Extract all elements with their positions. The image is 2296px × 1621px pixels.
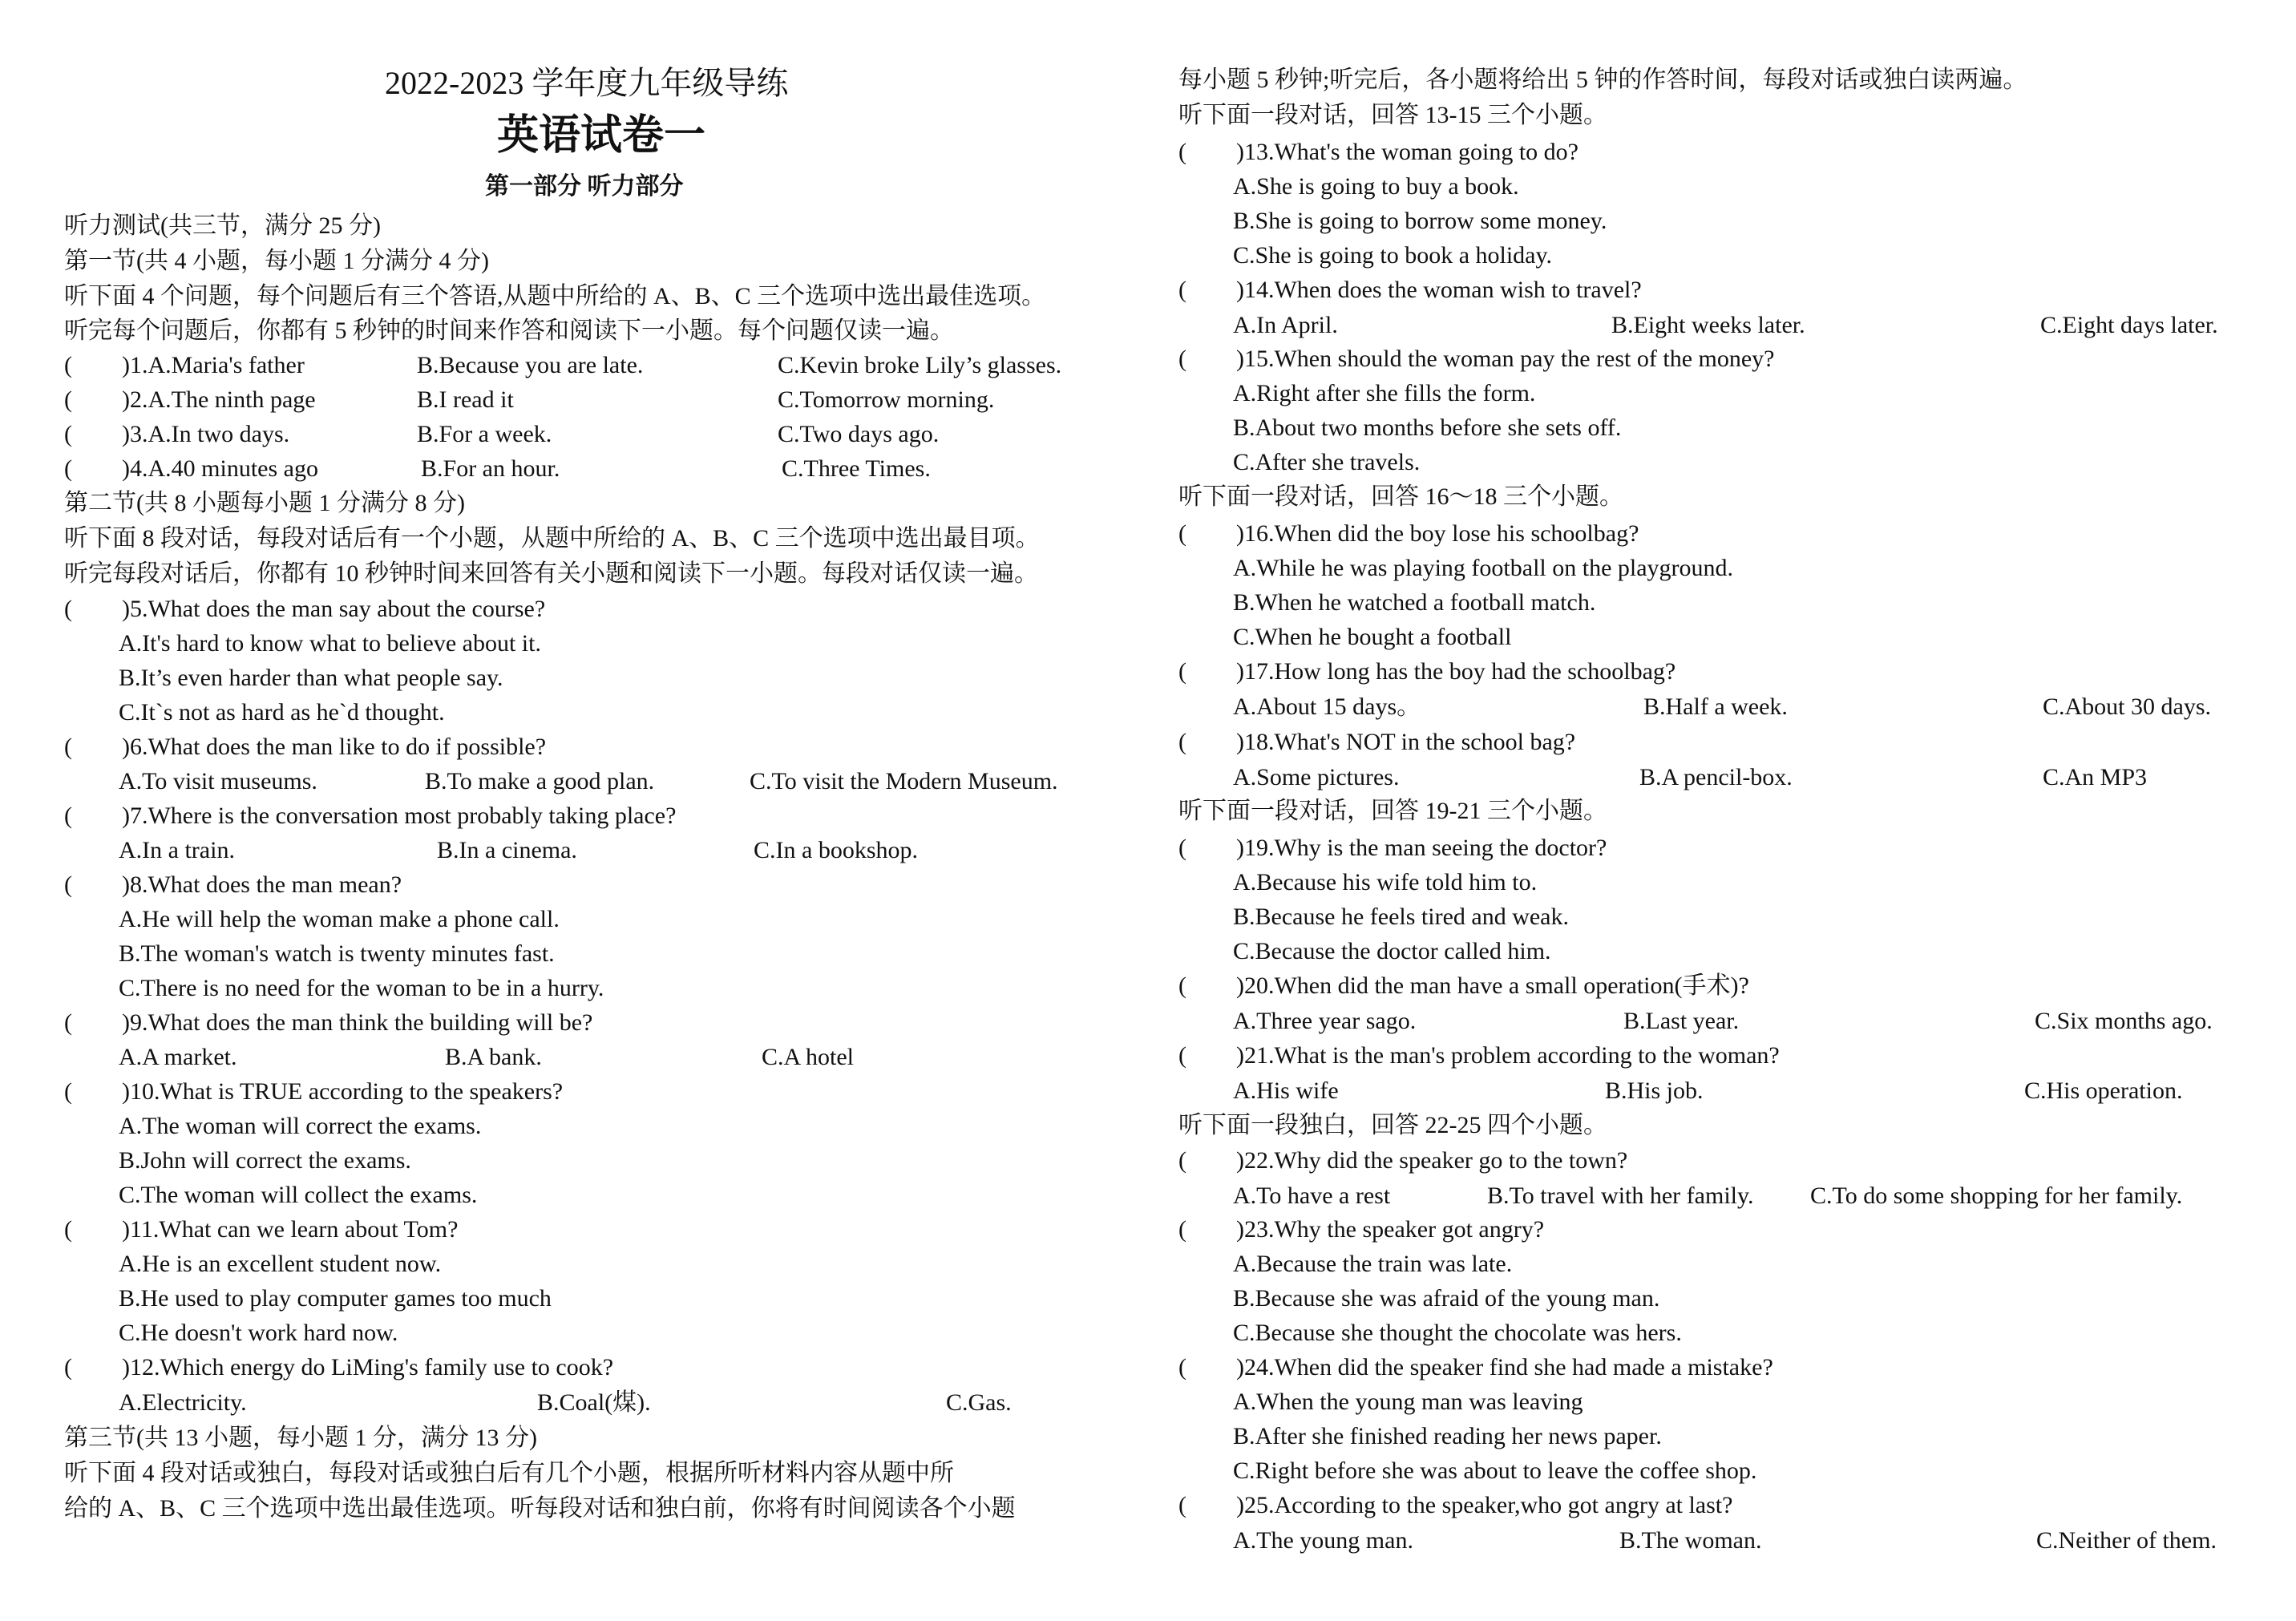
option-a: A.In April. <box>1233 312 1338 338</box>
question-3 <box>64 418 1138 451</box>
question-10 <box>64 1076 563 1108</box>
option-c: C.When he bought a football <box>1233 624 1512 650</box>
option-a: A.To visit museums. <box>119 768 317 794</box>
option-b: B.She is going to borrow some money. <box>1233 208 1607 234</box>
option-a: A.She is going to buy a book. <box>1233 173 1519 200</box>
option-a: )4.A.40 minutes ago <box>122 455 318 482</box>
option-c: C.Two days ago. <box>778 421 940 447</box>
question-9 <box>64 1007 592 1039</box>
option-c: C.She is going to book a holiday. <box>1233 242 1553 269</box>
option-a: A.A market. <box>119 1044 237 1070</box>
section2-heading: 第二节(共 8 小题每小题 1 分满分 8 分) <box>64 490 465 516</box>
option-c: C.To visit the Modern Museum. <box>750 768 1058 794</box>
question-8 <box>64 869 402 901</box>
answer-blank[interactable]: ( <box>64 734 72 760</box>
answer-blank[interactable]: ( <box>64 596 72 622</box>
option-b: B.Because he feels tired and weak. <box>1233 903 1569 930</box>
answer-blank[interactable]: ( <box>64 1354 72 1380</box>
answer-blank[interactable]: ( <box>1178 346 1186 372</box>
question-2 <box>64 384 1138 416</box>
option-b: B.About two months before she sets off. <box>1233 414 1622 441</box>
question-stem: )10.What is TRUE according to the speakers? <box>122 1078 564 1105</box>
options-row <box>64 766 1193 798</box>
exam-header-title: 2022-2023 学年度九年级导练 <box>385 65 789 101</box>
option-c: C.About 30 days. <box>2043 693 2211 720</box>
question-stem: )20.When did the man have a small operation(手术)? <box>1236 972 1749 999</box>
options-row <box>1178 1005 2296 1037</box>
option-c: C.An MP3 <box>2043 764 2148 790</box>
option-b: B.A pencil-box. <box>1639 764 1793 790</box>
section3-instruction: 听下面 4 段对话或独白，每段对话或独白后有几个小题，根据所听材料内容从题中所 <box>64 1460 954 1486</box>
answer-blank[interactable]: ( <box>64 1009 72 1036</box>
question-6 <box>64 731 546 763</box>
question-stem: )13.What's the woman going to do? <box>1236 139 1578 165</box>
question-stem: )19.Why is the man seeing the doctor? <box>1236 835 1607 861</box>
answer-blank[interactable]: ( <box>64 871 72 898</box>
option-c: C.After she travels. <box>1233 449 1421 475</box>
option-b: B.Half a week. <box>1643 693 1788 720</box>
answer-blank[interactable]: ( <box>64 802 72 829</box>
question-stem: )24.When did the speaker find she had made a mistake? <box>1236 1354 1773 1380</box>
section3-instruction: 给的 A、B、C 三个选项中选出最佳选项。听每段对话和独白前，你将有时间阅读各个小题 <box>64 1495 1016 1522</box>
option-b: B.For a week. <box>417 421 552 447</box>
option-c: C.He doesn't work hard now. <box>119 1320 398 1346</box>
option-c: C.Because she thought the chocolate was hers. <box>1233 1320 1682 1346</box>
question-stem: )6.What does the man like to do if possible? <box>122 734 547 760</box>
question-24 <box>1178 1352 1773 1384</box>
question-stem: )22.Why did the speaker go to the town? <box>1236 1147 1628 1174</box>
answer-blank[interactable]: ( <box>1178 972 1186 999</box>
option-b: B.Because you are late. <box>417 352 644 378</box>
question-stem: )12.Which energy do LiMing's family use to cook? <box>122 1354 614 1380</box>
part-title: 第一部分 听力部分 <box>485 173 684 200</box>
option-c: C.Six months ago. <box>2035 1008 2213 1034</box>
option-a: A.The young man. <box>1233 1527 1413 1554</box>
option-a: A.About 15 days。 <box>1233 693 1421 720</box>
group-heading: 听下面一段对话，回答 16～18 三个小题。 <box>1178 483 1623 510</box>
answer-blank[interactable]: ( <box>1178 1354 1186 1380</box>
question-18 <box>1178 726 1575 758</box>
option-b: B.In a cinema. <box>437 837 577 863</box>
option-a: A.Right after she fills the form. <box>1233 380 1536 406</box>
option-b: B.To travel with her family. <box>1487 1182 1754 1209</box>
question-1 <box>64 350 1138 382</box>
answer-blank[interactable]: ( <box>1178 1492 1186 1518</box>
option-b: B.He used to play computer games too much <box>119 1285 552 1312</box>
option-c: C.Eight days later. <box>2040 312 2218 338</box>
option-a: A.Some pictures. <box>1233 764 1400 790</box>
answer-blank[interactable]: ( <box>1178 277 1186 303</box>
option-a: A.In a train. <box>119 837 235 863</box>
option-b: B.To make a good plan. <box>425 768 655 794</box>
group-heading: 听下面一段对话，回答 19-21 三个小题。 <box>1178 798 1607 824</box>
options-row <box>1178 691 2296 723</box>
answer-blank[interactable]: ( <box>1178 729 1186 755</box>
option-a: )1.A.Maria's father <box>122 352 305 378</box>
answer-blank[interactable]: ( <box>1178 520 1186 547</box>
option-b: B.The woman's watch is twenty minutes fast. <box>119 940 555 967</box>
option-a: )3.A.In two days. <box>122 421 290 447</box>
question-12 <box>64 1352 613 1384</box>
option-c: C.Three Times. <box>782 455 931 482</box>
options-row <box>1178 1525 2296 1557</box>
option-a: A.He will help the woman make a phone call. <box>119 906 560 932</box>
question-15 <box>1178 343 1774 375</box>
option-c: C.Gas. <box>946 1389 1012 1416</box>
option-b: B.Last year. <box>1623 1008 1740 1034</box>
option-c: C.Neither of them. <box>2036 1527 2217 1554</box>
option-a: A.When the young man was leaving <box>1233 1389 1583 1415</box>
question-stem: )8.What does the man mean? <box>122 871 402 898</box>
question-4 <box>64 453 1138 485</box>
answer-blank[interactable]: ( <box>1178 1147 1186 1174</box>
option-c: C.Because the doctor called him. <box>1233 938 1551 964</box>
section1-instruction: 听完每个问题后，你都有 5 秒钟的时间来作答和阅读下一小题。每个问题仅读一遍。 <box>64 317 954 344</box>
option-c: C.Kevin broke Lily’s glasses. <box>778 352 1062 378</box>
option-b: B.Eight weeks later. <box>1611 312 1805 338</box>
option-c: C.In a bookshop. <box>754 837 918 863</box>
question-21 <box>1178 1040 1780 1072</box>
option-a: A.Because the train was late. <box>1233 1251 1513 1277</box>
question-stem: )9.What does the man think the building will be? <box>122 1009 593 1036</box>
answer-blank[interactable]: ( <box>64 352 72 378</box>
section3-heading: 第三节(共 13 小题，每小题 1 分，满分 13 分) <box>64 1425 537 1451</box>
answer-blank[interactable]: ( <box>64 455 72 482</box>
answer-blank[interactable]: ( <box>1178 658 1186 685</box>
answer-blank[interactable]: ( <box>1178 1042 1186 1069</box>
exam-subtitle: 英语试卷一 <box>497 113 706 159</box>
option-b: B.It’s even harder than what people say. <box>119 665 503 691</box>
listening-intro: 听力测试(共三节，满分 25 分) <box>64 212 381 239</box>
question-stem: )17.How long has the boy had the schoolbag? <box>1236 658 1676 685</box>
question-stem: )16.When did the boy lose his schoolbag? <box>1236 520 1639 547</box>
answer-blank[interactable]: ( <box>64 1078 72 1105</box>
option-b: B.John will correct the exams. <box>119 1147 411 1174</box>
question-stem: )25.According to the speaker,who got angry at last? <box>1236 1492 1733 1518</box>
options-row <box>1178 762 2296 794</box>
option-a: A.The woman will correct the exams. <box>119 1113 482 1139</box>
question-23 <box>1178 1214 1544 1246</box>
question-14 <box>1178 274 1642 306</box>
question-22 <box>1178 1145 1627 1177</box>
question-stem: )18.What's NOT in the school bag? <box>1236 729 1576 755</box>
option-b: B.Because she was afraid of the young man. <box>1233 1285 1660 1312</box>
options-row <box>64 1387 1193 1419</box>
group-heading: 听下面一段对话，回答 13-15 三个小题。 <box>1178 102 1607 128</box>
option-c: C.His operation. <box>2024 1077 2183 1104</box>
option-b: B.His job. <box>1605 1077 1704 1104</box>
option-a: A.His wife <box>1233 1077 1339 1104</box>
answer-blank[interactable]: ( <box>1178 1216 1186 1243</box>
answer-blank[interactable]: ( <box>1178 835 1186 861</box>
section1-instruction: 听下面 4 个问题，每个问题后有三个答语,从题中所给的 A、B、C 三个选项中选出最佳选项。 <box>64 283 1046 309</box>
option-a: A.While he was playing football on the playground. <box>1233 555 1734 581</box>
option-c: C.The woman will collect the exams. <box>119 1182 478 1208</box>
option-b: B.The woman. <box>1619 1527 1762 1554</box>
option-a: A.He is an excellent student now. <box>119 1251 442 1277</box>
section2-instruction: 听完每段对话后，你都有 10 秒钟时间来回答有关小题和阅读下一小题。每段对话仅读一遍。 <box>64 560 1038 587</box>
question-19 <box>1178 832 1607 864</box>
option-c: C.Tomorrow morning. <box>778 386 995 413</box>
question-20 <box>1178 970 1749 1002</box>
option-c: C.To do some shopping for her family. <box>1810 1182 2183 1209</box>
option-c: C.There is no need for the woman to be in a hurry. <box>119 975 604 1001</box>
question-stem: )7.Where is the conversation most probably taking place? <box>122 802 677 829</box>
options-row <box>1178 1075 2296 1107</box>
question-stem: )11.What can we learn about Tom? <box>122 1216 459 1243</box>
section2-instruction: 听下面 8 段对话，每段对话后有一个小题，从题中所给的 A、B、C 三个选项中选出最目项。 <box>64 525 1040 552</box>
option-a: A.Electricity. <box>119 1389 247 1416</box>
option-a: )2.A.The ninth page <box>122 386 316 413</box>
options-row <box>64 835 1193 867</box>
option-b: B.I read it <box>417 386 514 413</box>
group-heading: 听下面一段独白，回答 22-25 四个小题。 <box>1178 1112 1607 1138</box>
answer-blank[interactable]: ( <box>64 421 72 447</box>
option-b: B.Coal(煤). <box>537 1389 651 1416</box>
question-stem: )21.What is the man's problem according to the woman? <box>1236 1042 1780 1069</box>
question-stem: )23.Why the speaker got angry? <box>1236 1216 1545 1243</box>
option-b: B.When he watched a football match. <box>1233 589 1596 616</box>
question-stem: )15.When should the woman pay the rest of the money? <box>1236 346 1775 372</box>
question-5 <box>64 593 545 625</box>
answer-blank[interactable]: ( <box>1178 139 1186 165</box>
option-c: C.A hotel <box>762 1044 855 1070</box>
section3-instruction-continued: 每小题 5 秒钟;听完后，各小题将给出 5 钟的作答时间，每段对话或独白读两遍。 <box>1178 67 2027 93</box>
answer-blank[interactable]: ( <box>64 1216 72 1243</box>
options-row <box>64 1041 1193 1073</box>
question-25 <box>1178 1490 1732 1522</box>
options-row <box>1178 309 2296 342</box>
option-a: A.To have a rest <box>1233 1182 1391 1209</box>
option-b: B.After she finished reading her news paper. <box>1233 1423 1662 1449</box>
question-7 <box>64 800 676 832</box>
question-17 <box>1178 656 1676 688</box>
options-row <box>1178 1180 2296 1212</box>
option-a: A.Three year sago. <box>1233 1008 1417 1034</box>
answer-blank[interactable]: ( <box>64 386 72 413</box>
question-stem: )5.What does the man say about the course? <box>122 596 546 622</box>
question-11 <box>64 1214 458 1246</box>
option-b: B.A bank. <box>445 1044 542 1070</box>
question-16 <box>1178 518 1639 550</box>
question-stem: )14.When does the woman wish to travel? <box>1236 277 1642 303</box>
question-13 <box>1178 136 1578 168</box>
option-b: B.For an hour. <box>421 455 560 482</box>
option-a: A.It's hard to know what to believe about it. <box>119 630 541 657</box>
section1-heading: 第一节(共 4 小题，每小题 1 分满分 4 分) <box>64 248 489 274</box>
option-c: C.It`s not as hard as he`d thought. <box>119 699 445 726</box>
option-c: C.Right before she was about to leave the coffee shop. <box>1233 1457 1757 1484</box>
option-a: A.Because his wife told him to. <box>1233 869 1538 895</box>
